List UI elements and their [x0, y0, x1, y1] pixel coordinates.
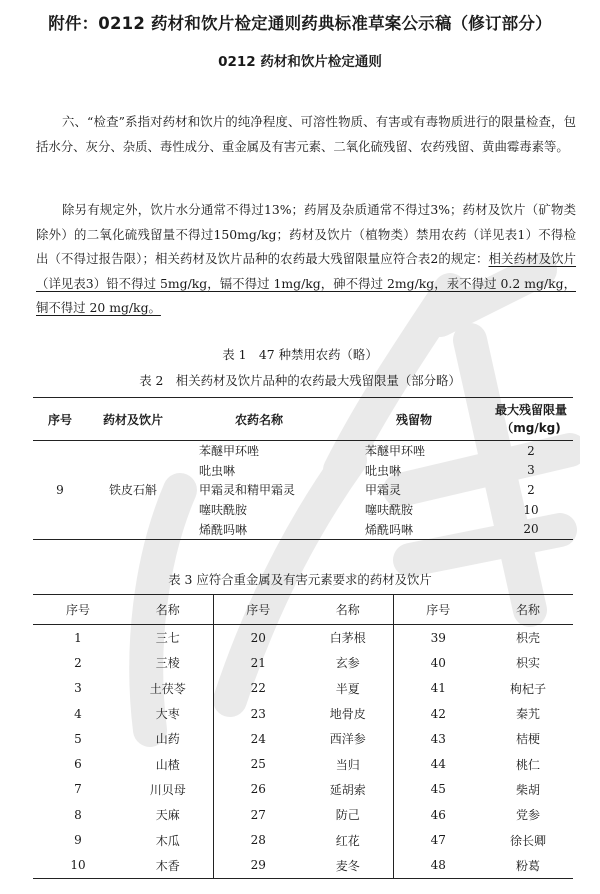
name-cell: 麦冬	[303, 853, 393, 879]
limit-cell: 2	[527, 482, 535, 497]
name-cell: 西洋参	[303, 726, 393, 751]
name-cell: 枳实	[515, 656, 540, 671]
seq-cell: 43	[430, 731, 446, 746]
herb-list-table	[33, 594, 573, 879]
seq-cell: 2	[74, 655, 82, 670]
seq-cell: 1	[74, 630, 82, 645]
limit-cell: 20	[523, 522, 539, 537]
name-cell: 徐长卿	[509, 833, 546, 848]
name-cell: 木香	[123, 853, 213, 879]
residue-cell: 苯醚甲环唑	[365, 444, 426, 459]
table-row	[33, 853, 573, 879]
col-seq: 序号	[213, 595, 303, 625]
table-row	[33, 802, 573, 827]
name-cell: 山楂	[123, 751, 213, 776]
table-row	[33, 441, 573, 461]
residue-cell: 噻呋酰胺	[365, 503, 414, 518]
seq-cell: 8	[74, 807, 82, 822]
paragraph-limits	[36, 198, 576, 321]
seq-cell: 25	[250, 757, 266, 772]
name-cell: 防己	[303, 802, 393, 827]
seq-cell: 40	[430, 655, 446, 670]
document-title: 附件：0212 药材和饮片检定通则药典标准草案公示稿（修订部分）	[48, 14, 552, 33]
seq-cell: 21	[250, 655, 266, 670]
name-cell: 山药	[123, 726, 213, 751]
heavy-metal-limits-text: 相关药材及饮片（详见表3）铅不得过 5mg/kg，镉不得过 1mg/kg，砷不得过 2mg/kg，汞不得过 0.2 mg/kg，铜不得过 20 mg/kg。	[36, 251, 577, 316]
seq-cell: 4	[74, 706, 82, 721]
seq-cell: 48	[430, 858, 446, 873]
name-cell: 大枣	[123, 701, 213, 726]
name-cell: 天麻	[123, 802, 213, 827]
name-cell: 白茅根	[303, 625, 393, 651]
seq-cell: 20	[250, 630, 266, 645]
seq-cell: 39	[430, 630, 446, 645]
name-cell: 延胡索	[303, 777, 393, 802]
seq-cell: 42	[430, 706, 446, 721]
col-herb: 药材及饮片	[87, 398, 179, 441]
col-seq: 序号	[33, 595, 123, 625]
name-cell: 秦艽	[515, 707, 540, 722]
limit-cell: 3	[527, 463, 535, 478]
pesticide-cell: 甲霜灵和精甲霜灵	[199, 483, 296, 498]
seq-cell: 6	[74, 757, 82, 772]
col-name: 名称	[303, 595, 393, 625]
pesticide-cell: 苯醚甲环唑	[199, 444, 260, 459]
name-cell: 桔梗	[515, 732, 540, 747]
limits-text: 除另有规定外，饮片水分通常不得过13%；药屑及杂质通常不得过3%；药材及饮片（矿物类除外）的二氧化硫残留量不得过150mg/kg；药材及饮片（植物类）禁用农药（详见表1）不得检出（不得过报告限）；相关药材及饮片品种的农药最大残留限量应符合表2的规定：	[36, 202, 576, 267]
name-cell: 柴胡	[515, 782, 540, 797]
pesticide-cell: 噻呋酰胺	[199, 503, 248, 518]
seq-cell: 7	[74, 782, 82, 797]
name-cell: 三七	[123, 625, 213, 651]
table1-caption: 表 1 47 种禁用农药（略）	[222, 347, 378, 362]
name-cell: 枳壳	[515, 631, 540, 646]
seq-cell: 24	[250, 731, 266, 746]
name-cell: 木瓜	[123, 827, 213, 852]
seq-cell: 23	[250, 706, 266, 721]
name-cell: 红花	[303, 827, 393, 852]
col-name: 名称	[123, 595, 213, 625]
paragraph-inspection: 六、“检查”系指对药材和饮片的纯净程度、可溶性物质、有害或有毒物质进行的限量检查，包括水分、灰分、杂质、毒性成分、重金属及有害元素、二氧化硫残留、农药残留、黄曲霉毒素等。	[36, 114, 576, 154]
col-seq: 序号	[33, 398, 87, 441]
name-cell: 玄参	[303, 650, 393, 675]
table-row	[33, 751, 573, 776]
name-cell: 枸杞子	[509, 681, 546, 696]
table-row	[33, 827, 573, 852]
col-seq: 序号	[393, 595, 483, 625]
seq-cell: 44	[430, 757, 446, 772]
seq-cell: 3	[74, 681, 82, 696]
pesticide-residue-table	[33, 397, 573, 540]
name-cell: 党参	[515, 808, 540, 823]
table-row	[33, 650, 573, 675]
seq-cell: 28	[250, 833, 266, 848]
name-cell: 桃仁	[515, 757, 540, 772]
name-cell: 半夏	[303, 676, 393, 701]
seq-cell: 22	[250, 681, 266, 696]
col-max-limit: 最大残留限量（mg/kg)	[489, 398, 573, 441]
residue-cell: 甲霜灵	[365, 483, 402, 498]
table-header-row	[33, 398, 573, 441]
name-cell: 当归	[303, 751, 393, 776]
seq-cell: 45	[430, 782, 446, 797]
table-header-row	[33, 595, 573, 625]
seq-cell: 5	[74, 731, 82, 746]
pesticide-cell: 烯酰吗啉	[199, 522, 248, 537]
herb-cell: 铁皮石斛	[108, 483, 157, 498]
seq-cell: 9	[74, 833, 82, 848]
limit-cell: 10	[523, 502, 539, 517]
seq-cell: 10	[70, 858, 86, 873]
seq-cell: 46	[430, 807, 446, 822]
col-name: 名称	[483, 595, 573, 625]
seq-cell: 41	[430, 681, 446, 696]
seq-cell: 27	[250, 807, 266, 822]
residue-cell: 烯酰吗啉	[365, 522, 414, 537]
name-cell: 土茯苓	[123, 676, 213, 701]
limit-cell: 2	[527, 443, 535, 458]
name-cell: 三棱	[123, 650, 213, 675]
table2-caption: 表 2 相关药材及饮片品种的农药最大残留限量（部分略）	[139, 373, 461, 388]
table-row	[33, 676, 573, 701]
table3-caption: 表 3 应符合重金属及有害元素要求的药材及饮片	[168, 572, 432, 587]
seq-cell: 47	[430, 833, 446, 848]
col-pesticide: 农药名称	[179, 398, 339, 441]
name-cell: 川贝母	[123, 777, 213, 802]
pesticide-cell: 吡虫啉	[199, 463, 236, 478]
col-residue: 残留物	[339, 398, 489, 441]
table-row	[33, 625, 573, 651]
table-row	[33, 777, 573, 802]
table-row	[33, 701, 573, 726]
name-cell: 粉葛	[515, 858, 540, 873]
table-row	[33, 726, 573, 751]
name-cell: 地骨皮	[303, 701, 393, 726]
residue-cell: 吡虫啉	[365, 463, 402, 478]
seq-cell: 26	[250, 782, 266, 797]
seq-cell: 9	[56, 482, 64, 497]
seq-cell: 29	[250, 858, 266, 873]
section-subtitle: 0212 药材和饮片检定通则	[218, 54, 382, 70]
